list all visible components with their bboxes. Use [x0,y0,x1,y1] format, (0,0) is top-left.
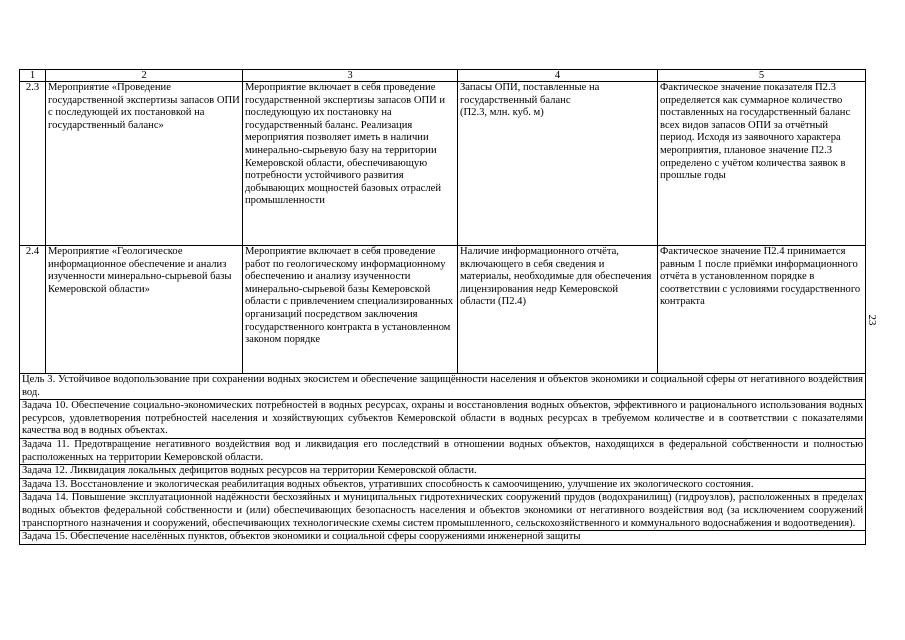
row-number: 2.4 [20,246,46,374]
indicator-name: Запасы ОПИ, поставленные на государственный баланс (П2.3, млн. куб. м) [458,82,658,246]
header-row [20,70,866,82]
table-row [20,82,866,246]
page-number: 23 [866,314,878,326]
task-row [20,531,866,545]
event-description: Мероприятие включает в себя проведение работ по геологическому информационному обеспечению и анализу изученности минерально-сырьевой базы Кемеровской области с привлечением специализированных организаций посредством заключения государственного контракта в установленном законом порядке [243,246,458,374]
indicator-method: Фактическое значение П2.4 принимается равным 1 после приёмки информационного отчёта в установленном порядке в соответствии с условиями государственного контракта [658,246,866,374]
program-table [19,69,866,545]
goal-row [20,374,866,400]
header-cell-4: 4 [458,70,658,82]
task-13: Задача 13. Восстановление и экологическая реабилитация водных объектов, утративших способность к самоочищению, улучшение их экологического состояния. [20,478,866,492]
indicator-name: Наличие информационного отчёта, включающего в себя сведения и материалы, необходимые для обеспечения лицензирования недр Кемеровской области (П2.4) [458,246,658,374]
task-row [20,492,866,531]
task-row [20,400,866,439]
event-name: Мероприятие «Проведение государственной экспертизы запасов ОПИ с последующей их постановкой на государственный баланс» [46,82,243,246]
task-15: Задача 15. Обеспечение населённых пунктов, объектов экономики и социальной сферы сооружениями инженерной защиты [20,531,866,545]
header-cell-2: 2 [46,70,243,82]
task-row [20,465,866,479]
header-cell-1: 1 [20,70,46,82]
task-11: Задача 11. Предотвращение негативного воздействия вод и ликвидация его последствий в отношении водных объектов, находящихся в федеральной собственности и полностью расположенных на территории Кемеровской области. [20,438,866,464]
task-10: Задача 10. Обеспечение социально-экономических потребностей в водных ресурсах, охраны и восстановления водных объектов, эффективного и рационального использования водных ресурсов, удовлетворения потребностей населения и хозяйствующих субъектов Кемеровской области в водных ресурсах в требуемом количестве и в соответствии с показателями качества вод в водных объектах. [20,400,866,439]
header-cell-3: 3 [243,70,458,82]
table-row [20,246,866,374]
header-cell-5: 5 [658,70,866,82]
goal-3: Цель 3. Устойчивое водопользование при сохранении водных экосистем и обеспечение защищённости населения и объектов экономики и социальной сферы от негативного воздействия вод. [20,374,866,400]
task-row [20,438,866,464]
event-name: Мероприятие «Геологическое информационное обеспечение и анализ изученности минерально-сырьевой базы Кемеровской области» [46,246,243,374]
task-14: Задача 14. Повышение эксплуатационной надёжности бесхозяйных и муниципальных гидротехнических сооружений прудов (водохранилищ) (гидроузлов), расположенных в пределах водных объектов федеральной собственности и (или) обеспечивающих безопасность населения и объектов экономики от негативного воздействия вод (за исключением сооружений транспортного назначения и сооружений, обеспечивающих технологические схемы систем промышленного, сельскохозяйственного и коммунального водоснабжения и водоотведения). [20,492,866,531]
task-12: Задача 12. Ликвидация локальных дефицитов водных ресурсов на территории Кемеровской области. [20,465,866,479]
row-number: 2.3 [20,82,46,246]
event-description: Мероприятие включает в себя проведение государственной экспертизы запасов ОПИ и последующую их постановку на государственный баланс. Реализация мероприятия позволяет иметь в наличии минерально-сырьевую базу на территории Кемеровской области, обеспечивающую потребности устойчивого развития добывающих мощностей базовых отраслей промышленности [243,82,458,246]
task-row [20,478,866,492]
indicator-method: Фактическое значение показателя П2.3 определяется как суммарное количество поставленных на государственный баланс всех видов запасов ОПИ за отчётный период. Исходя из заявочного характера мероприятия, плановое значение П2.3 определено с учётом количества заявок в прошлые годы [658,82,866,246]
